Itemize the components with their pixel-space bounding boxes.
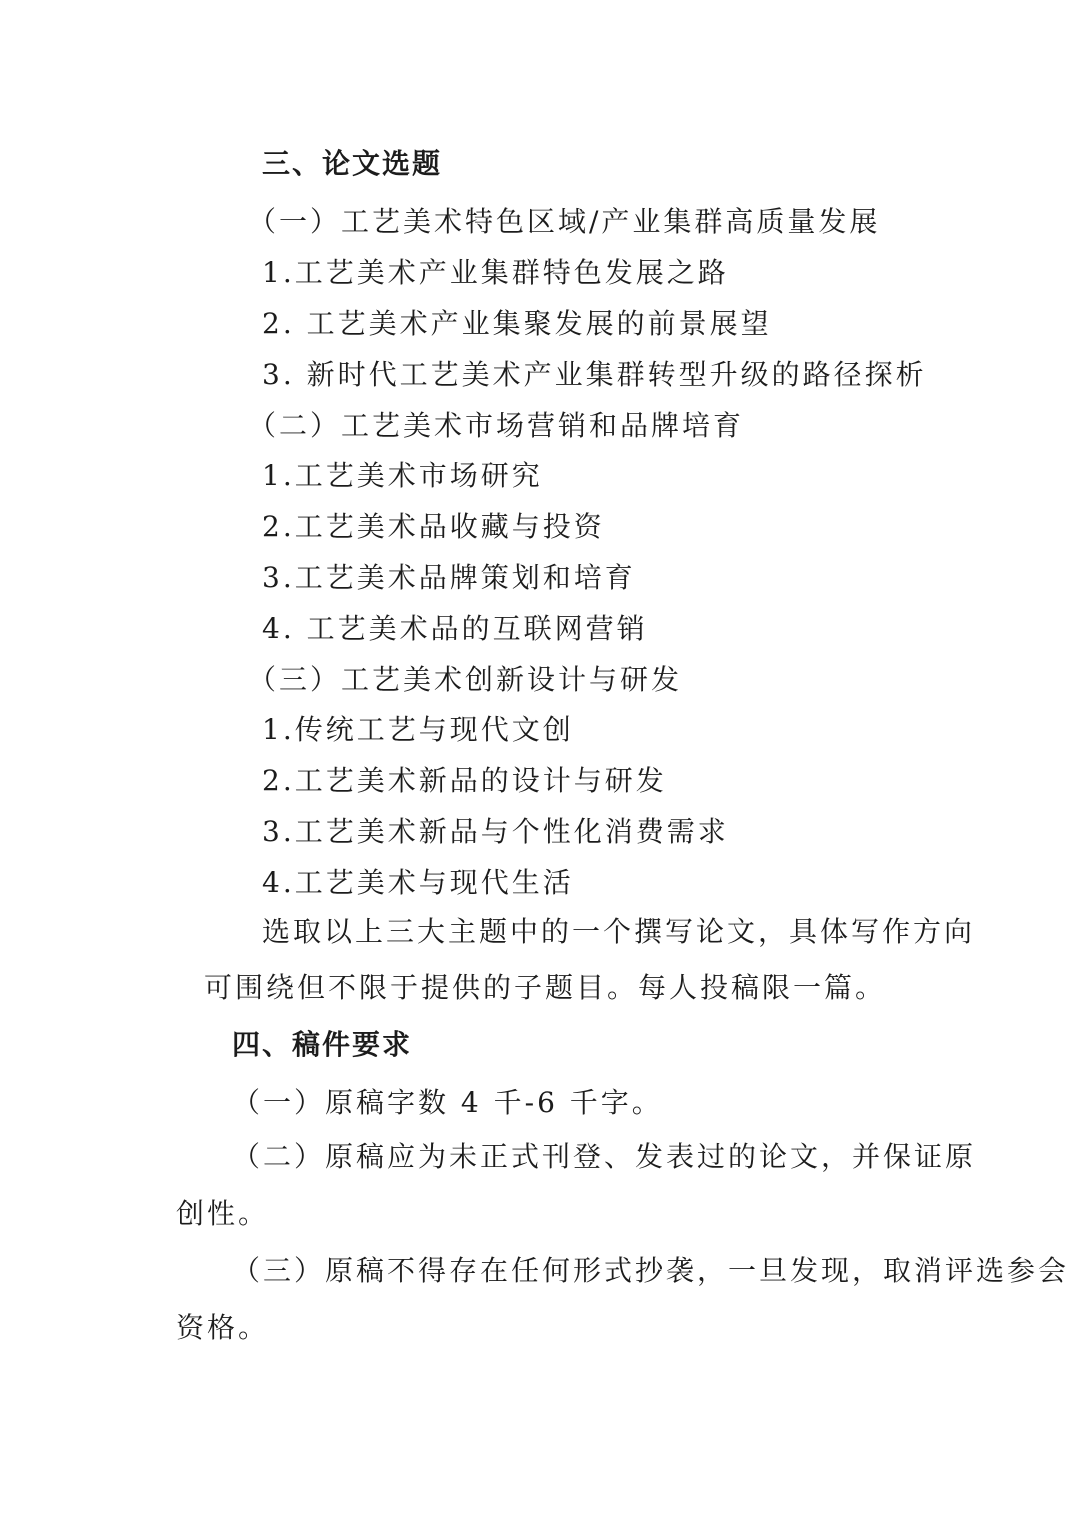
subsection2-title: （二）工艺美术市场营销和品牌培育 — [248, 409, 745, 442]
section3-heading: 三、论文选题 — [262, 147, 443, 180]
subsection1-item-3: 3. 新时代工艺美术产业集群转型升级的路径探析 — [262, 358, 927, 391]
subsection1-item-2: 2. 工艺美术产业集聚发展的前景展望 — [262, 307, 772, 340]
subsection3-title: （三）工艺美术创新设计与研发 — [248, 663, 683, 696]
subsection3-item-1: 1.传统工艺与现代文创 — [262, 713, 574, 746]
topic-note-line-1: 选取以上三大主题中的一个撰写论文，具体写作方向 — [262, 915, 976, 948]
subsection2-item-4: 4. 工艺美术品的互联网营销 — [262, 612, 648, 645]
section4-heading: 四、稿件要求 — [232, 1028, 413, 1061]
requirement-3-line-1: （三）原稿不得存在任何形式抄袭，一旦发现，取消评选参会 — [232, 1254, 1070, 1287]
requirement-2-line-1: （二）原稿应为未正式刊登、发表过的论文，并保证原 — [232, 1140, 977, 1173]
subsection3-item-4: 4.工艺美术与现代生活 — [262, 866, 574, 899]
subsection3-item-3: 3.工艺美术新品与个性化消费需求 — [262, 815, 729, 848]
requirement-2-line-2: 创性。 — [176, 1197, 270, 1230]
subsection2-item-2: 2.工艺美术品收藏与投资 — [262, 510, 605, 543]
subsection3-item-2: 2.工艺美术新品的设计与研发 — [262, 764, 667, 797]
requirement-1: （一）原稿字数 4 千-6 千字。 — [232, 1086, 663, 1119]
subsection2-item-3: 3.工艺美术品牌策划和培育 — [262, 561, 636, 594]
requirement-3-line-2: 资格。 — [176, 1311, 270, 1344]
subsection1-item-1: 1.工艺美术产业集群特色发展之路 — [262, 256, 729, 289]
topic-note-line-2: 可围绕但不限于提供的子题目。每人投稿限一篇。 — [204, 971, 887, 1004]
subsection1-title: （一）工艺美术特色区域/产业集群高质量发展 — [248, 205, 881, 238]
subsection2-item-1: 1.工艺美术市场研究 — [262, 459, 543, 492]
